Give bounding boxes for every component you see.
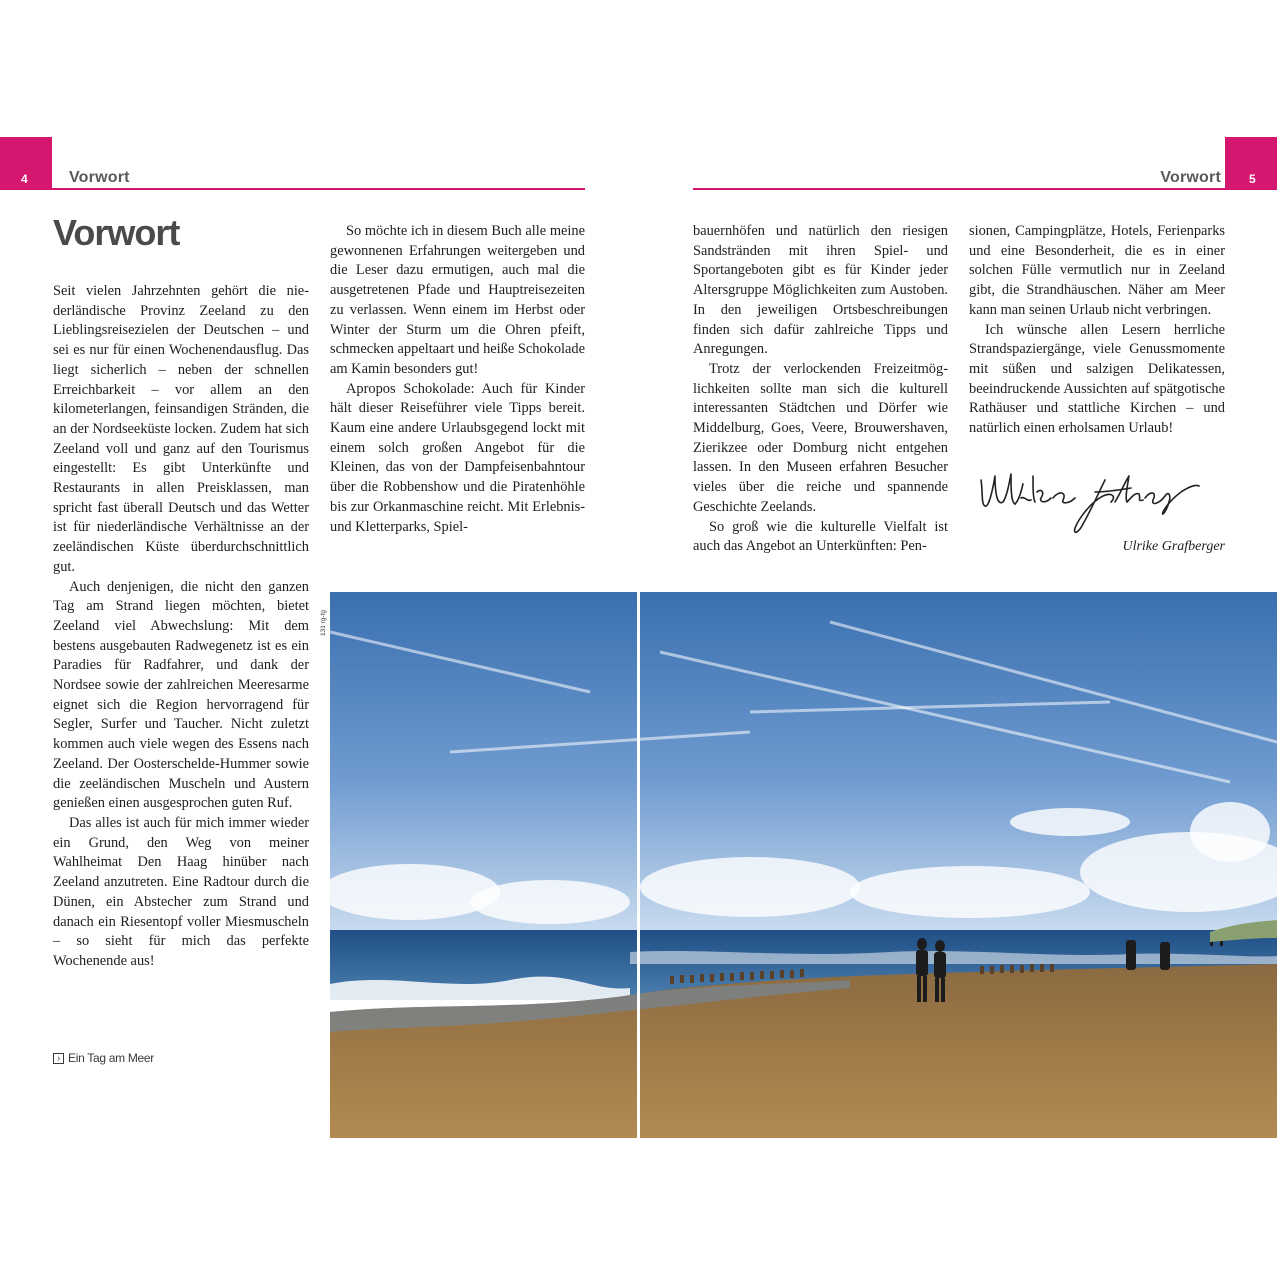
running-head-right: Vorwort <box>1160 169 1221 186</box>
paragraph: sionen, Campingplätze, Hotels, Ferienparks und eine Besonderheit, die es in einer solchen Fülle vermutlich nur in Zeeland gibt, die Strandhäuschen. Näher am Meer kann man seinen Urlaub nicht verbringen. <box>969 223 1225 318</box>
running-head-left: Vorwort <box>69 169 130 186</box>
paragraph: Ich wünsche allen Lesern herrliche Strandspaziergänge, viele Genussmomente mit süßen und salzigen Delikatessen, beeindruckende Aussichten auf spätgotische Rathäuser und stattliche Kirchen – und natürlich einen erholsamen Urlaub! <box>969 321 1225 437</box>
photo-credit-text: 131 rg-fg <box>320 609 327 636</box>
right-column-2 <box>969 222 1225 439</box>
right-column-1 <box>693 222 948 557</box>
left-column-1 <box>53 282 309 972</box>
cross-reference-link[interactable] <box>53 1051 154 1065</box>
paragraph: Trotz der verlockenden Freizeitmöglichkeiten sollte man sich die kulturell interessanten Städtchen und Dörfer wie Middelburg, Goes, Veere, Brouwershaven, Zierikzee oder Domburg nicht entgehen lassen. In den Museen erfahren Besucher vieles über die reiche und spannende Geschichte Zeelands. <box>693 360 948 515</box>
paragraph: So groß wie die kulturelle Vielfalt ist auch das Angebot an Unterkünften: Pen- <box>693 518 948 555</box>
signature-name: Ulrike Grafberger <box>1122 539 1225 554</box>
handwritten-signature <box>975 462 1215 547</box>
paragraph: bauernhöfen und natürlich den riesigen Sandstränden mit ihren Spiel- und Sportangeboten gibt es für Kinder jeder Altersgruppe Möglichkeiten zum Austoben. In den jeweiligen Ortsbeschreibungen finden sich dafür zahlreiche Tipps und Anregungen. <box>693 223 948 358</box>
page-number-left: 4 <box>21 172 28 186</box>
header-rule-left <box>52 188 585 190</box>
paragraph: Das alles ist auch für mich immer wieder ein Grund, den Weg von meiner Wahlheimat Den Haag hinüber nach Zeeland anzutreten. Eine Radtour durch die Dünen, ein Abstecher zum Strand und danach ein Riesentopf voller Miesmuscheln – so sieht für mich das perfekte Wochenende aus! <box>53 814 309 969</box>
page-tab-left <box>0 137 52 190</box>
cross-reference-label: Ein Tag am Meer <box>68 1051 154 1065</box>
chapter-title: Vorwort <box>53 212 180 253</box>
page-number-right: 5 <box>1249 172 1256 186</box>
left-column-2 <box>330 222 585 537</box>
paragraph: So möchte ich in diesem Buch alle meine gewonnenen Erfahrungen weitergeben und die Leser dazu ermutigen, auch mal die ausgetretenen Pfade und Hauptreisezeiten zu verlassen. Wenn einem im Herbst oder Winter der Sturm um die Ohren pfeift, schmecken appeltaart und heiße Schokolade am Kamin besonders gut! <box>330 223 585 377</box>
paragraph: Seit vielen Jahrzehnten gehört die niederländische Provinz Zeeland zu den Lieblingsreisezielen der Deutschen – und sei es nur für einen Wochenendausflug. Das liegt sicherlich – neben der schnellen Erreichbarkeit – vor allem an den kilometerlangen, feinsandigen Stränden, die an der Nordseeküste locken. Zudem hat sich Zeeland voll und ganz auf den Tourismus eingestellt: Es gibt Unterkünfte und Restaurants in allen Preisklassen, man spricht fast überall Deutsch und das Wetter ist für niederländische Verhältnisse an der zeeländischen Küste überdurchschnittlich gut. <box>53 283 309 575</box>
photo-credit <box>320 596 330 636</box>
header-rule-right <box>693 188 1225 190</box>
beach-photo <box>330 592 1277 1138</box>
page-tab-right <box>1225 137 1277 190</box>
paragraph: Auch denjenigen, die nicht den ganzen Tag am Strand liegen möchten, bietet Zeeland viel Abwechslung: Mit dem bestens ausgebauten Radwegenetz ist es ein Paradies für Radfahrer, und dank der Nordsee sowie der zahlreichen Meeresarme eignet sich die Region hervorragend für Segler, Surfer und Taucher. Nicht zuletzt kommen auch viele wegen des Essens nach Zeeland. Der Oosterschelde-Hummer sowie die zeeländischen Muscheln und Austern genießen einen ausgesprochen guten Ruf. <box>53 578 309 812</box>
arrow-right-icon: › <box>53 1053 64 1064</box>
paragraph: Apropos Schokolade: Auch für Kinder hält dieser Reiseführer viele Tipps bereit. Kaum eine andere Urlaubsgegend lockt mit einem solch großen Angebot für die Kleinen, das von der Dampfeisenbahntour über die Robbenshow und die Piratenhöhle bis zur Orkanmaschine reicht. Mit Erlebnis- und Kletterparks, Spiel- <box>330 380 585 535</box>
